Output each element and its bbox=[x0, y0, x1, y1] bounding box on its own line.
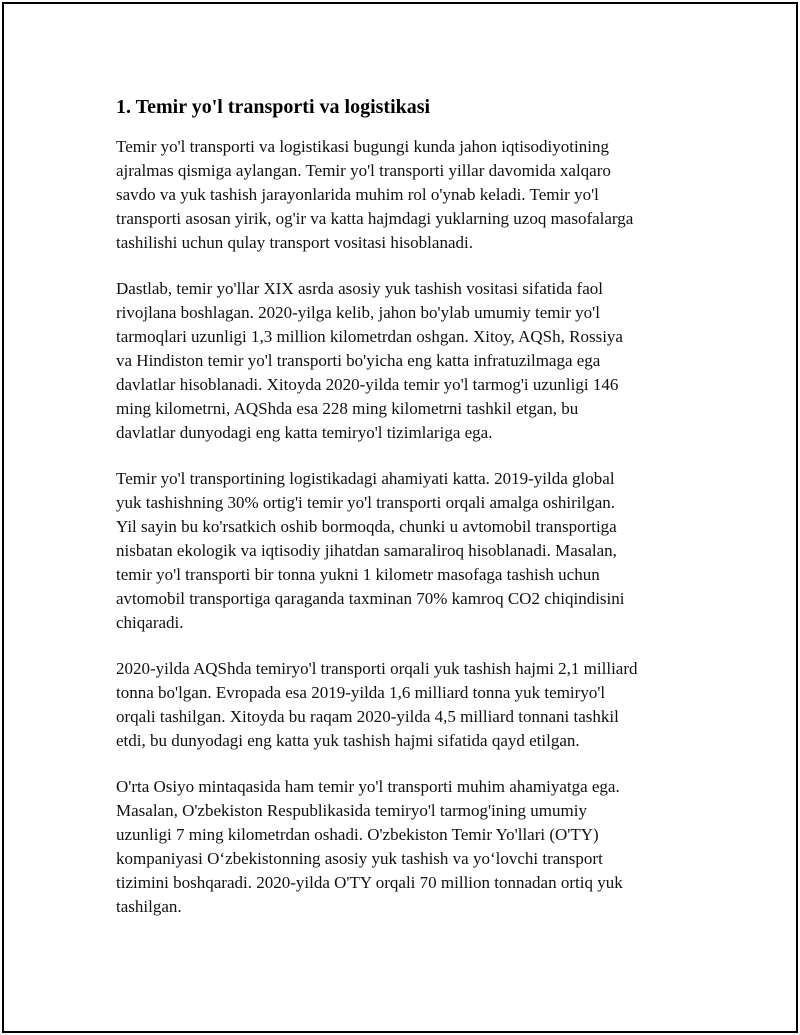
document-body bbox=[116, 92, 676, 941]
paragraph-1: Temir yo'l transporti va logistikasi bugungi kunda jahon iqtisodiyotining ajralmas qismiga aylangan. Temir yo'l transporti yillar davomida xalqaro savdo va yuk tashish jarayonlarida muhim rol o'ynab keladi. Temir yo'l transporti asosan yirik, og'ir va katta hajmdagi yuklarning uzoq masofalarga tashilishi uchun qulay transport vositasi hisoblanadi. bbox=[116, 137, 634, 252]
paragraph-2: Dastlab, temir yo'llar XIX asrda asosiy yuk tashish vositasi sifatida faol rivojlana boshlagan. 2020-yilga kelib, jahon bo'ylab umumiy temir yo'l tarmoqlari uzunligi 1,3 million kilometrdan oshgan. Xitoy, AQSh, Rossiya va Hindiston temir yo'l transporti bo'yicha eng katta infratuzilmaga ega davlatlar hisoblanadi. Xitoyda 2020-yilda temir yo'l tarmog'i uzunligi 146 ming kilometrni, AQShda esa 228 ming kilometrni tashkil etgan, bu davlatlar dunyodagi eng katta temiryo'l tizimlariga ega. bbox=[116, 279, 623, 442]
paragraph-4: 2020-yilda AQShda temiryo'l transporti orqali yuk tashish hajmi 2,1 milliard tonna bo'lgan. Evropada esa 2019-yilda 1,6 milliard tonna yuk temiryo'l orqali tashilgan. Xitoyda bu raqam 2020-yilda 4,5 milliard tonnani tashkil etdi, bu dunyodagi eng katta yuk tashish hajmi sifatida qayd etilgan. bbox=[116, 659, 638, 750]
section-heading: 1. Temir yo'l transporti va logistikasi bbox=[116, 96, 431, 118]
paragraph-3: Temir yo'l transportining logistikadagi ahamiyati katta. 2019-yilda global yuk tashishning 30% ortig'i temir yo'l transporti orqali amalga oshirilgan. Yil sayin bu ko'rsatkich oshib bormoqda, chunki u avtomobil transportiga nisbatan ekologik va iqtisodiy jihatdan samaraliroq hisoblanadi. Masalan, temir yo'l transporti bir tonna yukni 1 kilometr masofaga tashish uchun avtomobil transportiga qaraganda taxminan 70% kamroq CO2 chiqindisini chiqaradi. bbox=[116, 469, 625, 632]
paragraph-5: O'rta Osiyo mintaqasida ham temir yo'l transporti muhim ahamiyatga ega. Masalan, O'zbekiston Respublikasida temiryo'l tarmog'ining umumiy uzunligi 7 ming kilometrdan oshadi. O'zbekiston Temir Yo'llari (O'TY) kompaniyasi O‘zbekistonning asosiy yuk tashish va yo‘lovchi transport tizimini boshqaradi. 2020-yilda O'TY orqali 70 million tonnadan ortiq yuk tashilgan. bbox=[116, 777, 623, 916]
